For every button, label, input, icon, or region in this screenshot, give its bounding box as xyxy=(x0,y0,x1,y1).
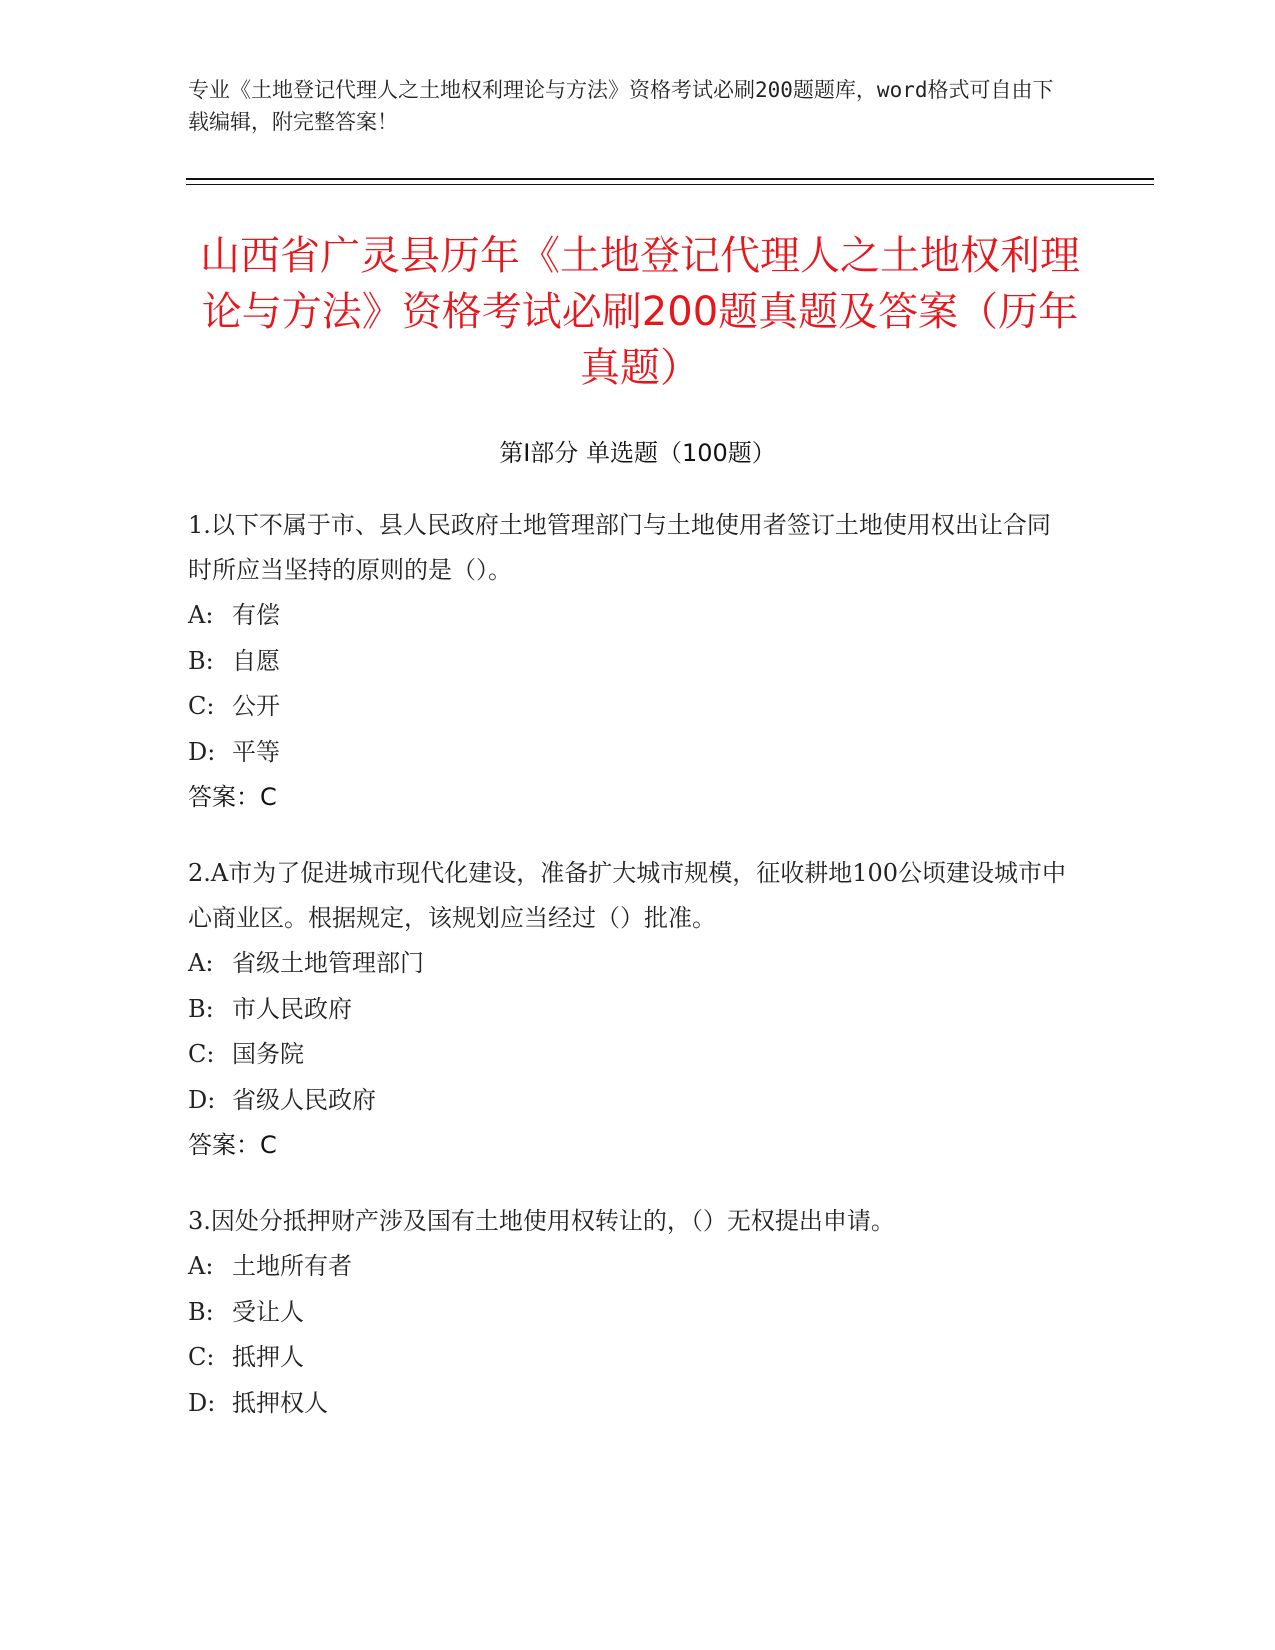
option-a xyxy=(188,941,1068,987)
option-a xyxy=(188,593,1068,639)
header-note: 专业《土地登记代理人之土地权利理论与方法》资格考试必刷200题题库，word格式可自由下载编辑，附完整答案！ xyxy=(188,78,1054,134)
option-c xyxy=(188,1335,1068,1381)
option-c xyxy=(188,684,1068,730)
option-text: 自愿 xyxy=(232,646,280,675)
answer-line: 答案：C xyxy=(188,1131,277,1159)
option-b xyxy=(188,987,1068,1033)
question-stem: 1.以下不属于市、县人民政府土地管理部门与土地使用者签订土地使用权出让合同时所应当坚持的原则的是（）。 xyxy=(188,511,1051,584)
option-letter: A: xyxy=(188,1252,214,1280)
option-text: 抵押权人 xyxy=(232,1388,328,1417)
option-c xyxy=(188,1032,1068,1078)
option-letter: A: xyxy=(188,601,214,629)
header-divider-thick xyxy=(186,178,1154,180)
option-letter: D: xyxy=(188,737,216,766)
option-text: 国务院 xyxy=(232,1040,304,1068)
section-heading: 第Ⅰ部分 单选题（100题） xyxy=(499,439,776,467)
option-text: 有偿 xyxy=(232,601,280,629)
option-b xyxy=(188,1290,1068,1336)
answer-line: 答案：C xyxy=(188,783,277,811)
option-text: 公开 xyxy=(232,692,280,720)
option-text: 平等 xyxy=(232,737,280,766)
option-text: 省级土地管理部门 xyxy=(232,949,424,977)
option-a xyxy=(188,1244,1068,1290)
document-title: 山西省广灵县历年《土地登记代理人之土地权利理论与方法》资格考试必刷200题真题及答案（历年真题） xyxy=(200,233,1080,391)
question-1 xyxy=(188,503,1068,820)
option-text: 市人民政府 xyxy=(232,994,352,1023)
option-text: 省级人民政府 xyxy=(232,1085,376,1114)
header-divider-thin xyxy=(186,184,1154,185)
option-text: 抵押人 xyxy=(232,1343,304,1371)
option-d xyxy=(188,730,1068,776)
option-text: 土地所有者 xyxy=(232,1252,352,1280)
option-letter: B: xyxy=(188,646,214,675)
option-d xyxy=(188,1381,1068,1427)
option-letter: B: xyxy=(188,1297,214,1326)
question-3 xyxy=(188,1199,1068,1426)
option-letter: C: xyxy=(188,1040,215,1068)
option-letter: A: xyxy=(188,949,214,977)
option-d xyxy=(188,1078,1068,1124)
option-b xyxy=(188,639,1068,685)
option-letter: D: xyxy=(188,1388,216,1417)
option-letter: D: xyxy=(188,1085,216,1114)
question-2 xyxy=(188,851,1068,1168)
option-text: 受让人 xyxy=(232,1297,304,1326)
option-letter: C: xyxy=(188,1343,215,1371)
question-stem: 2.A市为了促进城市现代化建设，准备扩大城市规模，征收耕地100公顷建设城市中心商业区。根据规定，该规划应当经过（）批准。 xyxy=(188,859,1067,932)
question-stem: 3.因处分抵押财产涉及国有土地使用权转让的，（）无权提出申请。 xyxy=(188,1207,895,1235)
option-letter: C: xyxy=(188,692,215,720)
option-letter: B: xyxy=(188,994,214,1023)
